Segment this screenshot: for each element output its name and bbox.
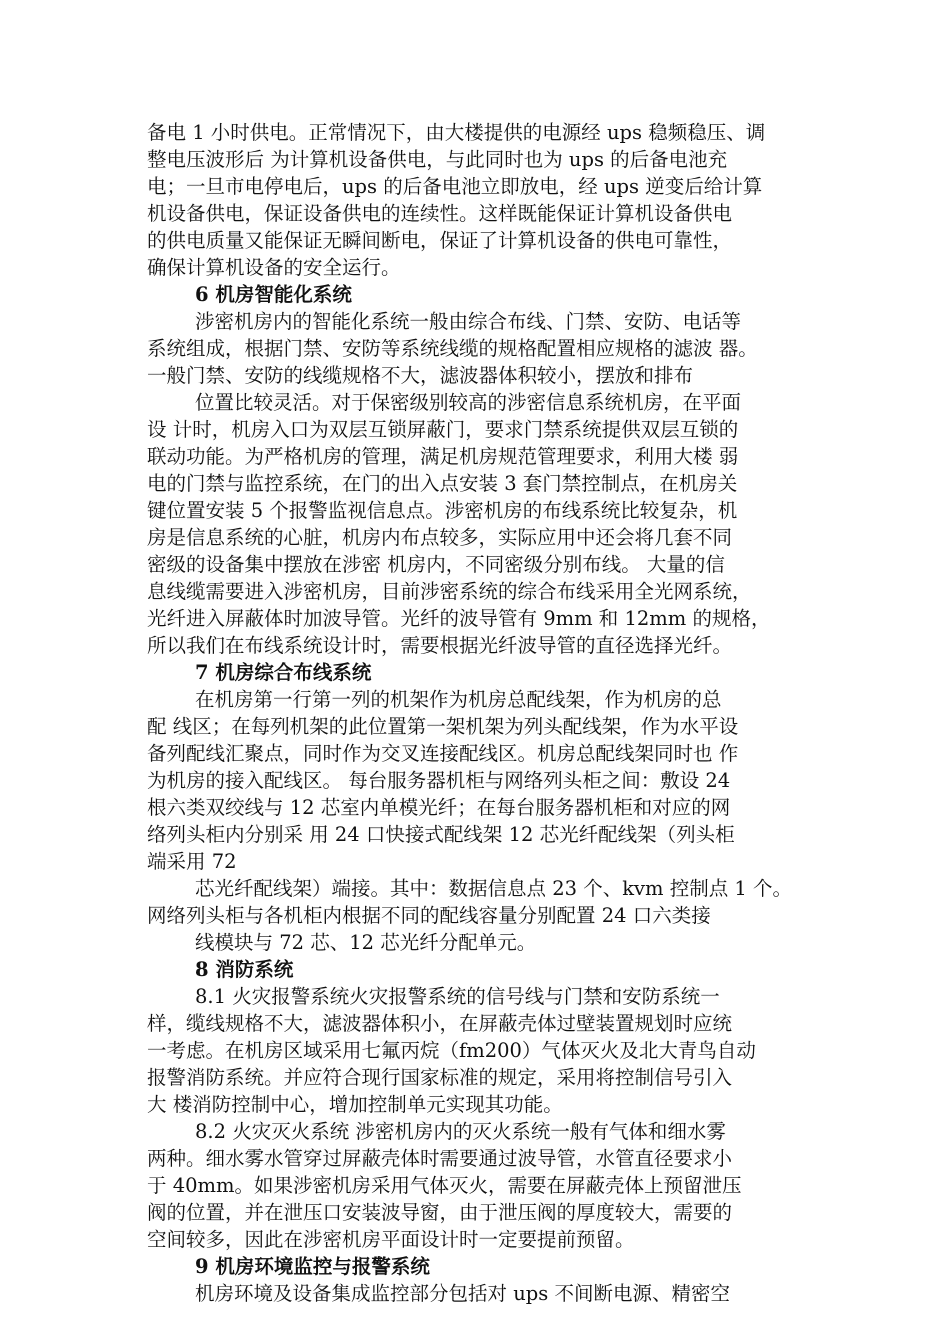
document-body — [147, 119, 822, 1307]
paragraph-line: 大 楼消防控制中心，增加控制单元实现其功能。 — [147, 1093, 563, 1116]
paragraph-line: 位置比较灵活。对于保密级别较高的涉密信息系统机房，在平面 — [195, 391, 742, 414]
paragraph-line: 根六类双绞线与 12 芯室内单模光纤；在每台服务器机柜和对应的网 — [147, 796, 731, 819]
paragraph-line: 在机房第一行第一列的机架作为机房总配线架，作为机房的总 — [195, 688, 722, 711]
paragraph-line: 键位置安装 5 个报警监视信息点。涉密机房的布线系统比较复杂，机 — [147, 499, 738, 522]
paragraph-line: 电；一旦市电停电后，ups 的后备电池立即放电，经 ups 逆变后给计算 — [147, 175, 763, 198]
paragraph-line: 机设备供电，保证设备供电的连续性。这样既能保证计算机设备供电 — [147, 202, 733, 225]
paragraph-line: 系统组成，根据门禁、安防等系统线缆的规格配置相应规格的滤波 器。 — [147, 337, 758, 360]
paragraph-line: 电的门禁与监控系统，在门的出入点安装 3 套门禁控制点，在机房关 — [147, 472, 738, 495]
paragraph-line: 光纤进入屏蔽体时加波导管。光纤的波导管有 9mm 和 12mm 的规格， — [147, 607, 771, 630]
paragraph-line: 联动功能。为严格机房的管理，满足机房规范管理要求，利用大楼 弱 — [147, 445, 739, 468]
paragraph-line: 空间较多，因此在涉密机房平面设计时一定要提前预留。 — [147, 1228, 635, 1251]
paragraph-line: 芯光纤配线架）端接。其中：数据信息点 23 个、kvm 控制点 1 个。 — [195, 877, 793, 900]
paragraph-line: 端采用 72 — [147, 850, 237, 873]
paragraph-line: 备电 1 小时供电。正常情况下，由大楼提供的电源经 ups 稳频稳压、调 — [147, 121, 766, 144]
paragraph-line: 涉密机房内的智能化系统一般由综合布线、门禁、安防、电话等 — [195, 310, 742, 333]
paragraph-line: 一考虑。在机房区域采用七氟丙烷（fm200）气体灭火及北大青鸟自动 — [147, 1039, 756, 1062]
paragraph-line: 确保计算机设备的安全运行。 — [147, 256, 401, 279]
paragraph-line: 报警消防系统。并应符合现行国家标准的规定，采用将控制信号引入 — [147, 1066, 733, 1089]
paragraph-line: 机房环境及设备集成监控部分包括对 ups 不间断电源、精密空 — [195, 1282, 730, 1305]
paragraph-line: 样，缆线规格不大，滤波器体积小，在屏蔽壳体过壁装置规划时应统 — [147, 1012, 733, 1035]
paragraph-line: 网络列头柜与各机柜内根据不同的配线容量分别配置 24 口六类接 — [147, 904, 711, 927]
paragraph-line: 房是信息系统的心脏，机房内布点较多，实际应用中还会将几套不同 — [147, 526, 733, 549]
paragraph-line: 8.1 火灾报警系统火灾报警系统的信号线与门禁和安防系统一 — [195, 985, 720, 1008]
paragraph-line: 一般门禁、安防的线缆规格不大，滤波器体积较小，摆放和排布 — [147, 364, 694, 387]
paragraph-line: 的供电质量又能保证无瞬间断电，保证了计算机设备的供电可靠性， — [147, 229, 733, 252]
section-heading: 7 机房综合布线系统 — [195, 661, 372, 684]
section-heading: 8 消防系统 — [195, 958, 294, 981]
paragraph-line: 密级的设备集中摆放在涉密 机房内，不同密级分别布线。 大量的信 — [147, 553, 725, 576]
paragraph-line: 8.2 火灾灭火系统 涉密机房内的灭火系统一般有气体和细水雾 — [195, 1120, 726, 1143]
section-heading: 9 机房环境监控与报警系统 — [195, 1255, 430, 1278]
paragraph-line: 备列配线汇聚点，同时作为交叉连接配线区。机房总配线架同时也 作 — [147, 742, 739, 765]
paragraph-line: 设 计时，机房入口为双层互锁屏蔽门，要求门禁系统提供双层互锁的 — [147, 418, 739, 441]
paragraph-line: 为机房的接入配线区。 每台服务器机柜与网络列头柜之间：敷设 24 — [147, 769, 731, 792]
section-heading: 6 机房智能化系统 — [195, 283, 352, 306]
paragraph-line: 所以我们在布线系统设计时，需要根据光纤波导管的直径选择光纤。 — [147, 634, 733, 657]
paragraph-line: 整电压波形后 为计算机设备供电，与此同时也为 ups 的后备电池充 — [147, 148, 728, 171]
paragraph-line: 线模块与 72 芯、12 芯光纤分配单元。 — [195, 931, 537, 954]
paragraph-line: 配 线区；在每列机架的此位置第一架机架为列头配线架，作为水平设 — [147, 715, 739, 738]
paragraph-line: 于 40mm。如果涉密机房采用气体灭火，需要在屏蔽壳体上预留泄压 — [147, 1174, 742, 1197]
paragraph-line: 两种。细水雾水管穿过屏蔽壳体时需要通过波导管，水管直径要求小 — [147, 1147, 733, 1170]
paragraph-line: 阀的位置，并在泄压口安装波导窗，由于泄压阀的厚度较大，需要的 — [147, 1201, 733, 1224]
paragraph-line: 络列头柜内分别采 用 24 口快接式配线架 12 芯光纤配线架（列头柜 — [147, 823, 735, 846]
paragraph-line: 息线缆需要进入涉密机房，目前涉密系统的综合布线采用全光网系统， — [147, 580, 752, 603]
